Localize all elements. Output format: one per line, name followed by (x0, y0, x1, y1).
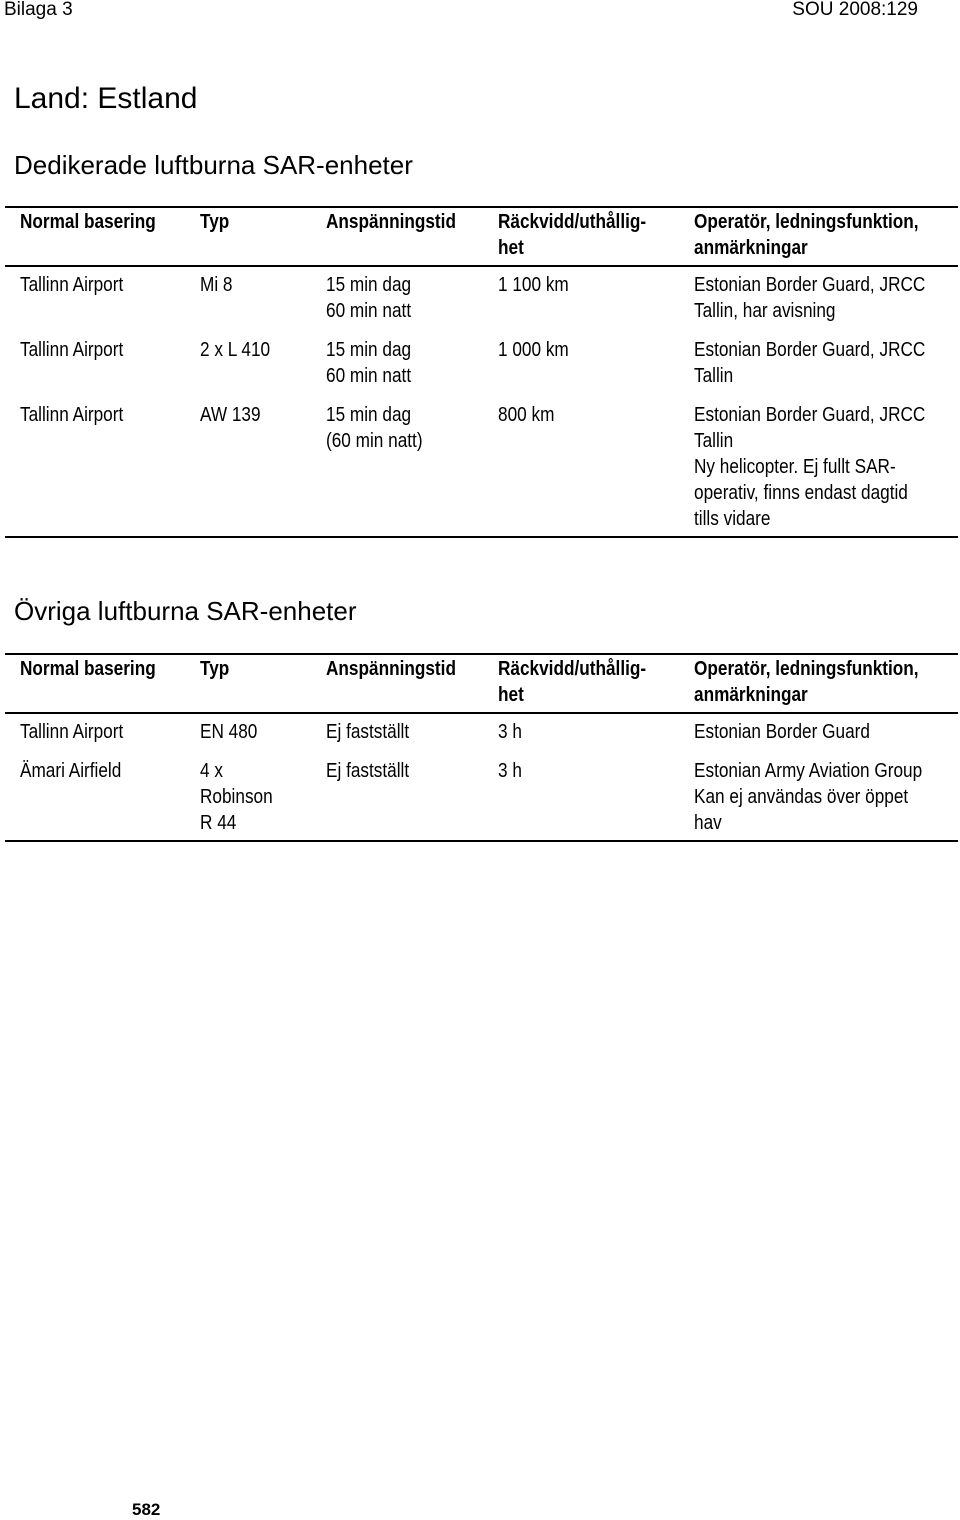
col-header-typ: Typ (200, 211, 230, 233)
col-header-anspanningstid: Anspänningstid (326, 211, 456, 233)
cell-typ: Mi 8 (200, 274, 233, 296)
cell-operator: Estonian Border Guard (694, 721, 870, 743)
cell-operator: Estonian Border Guard, JRCC Tallin (694, 339, 926, 387)
table-row (5, 713, 958, 753)
col-header-basering: Normal basering (20, 211, 156, 233)
cell-basering: Tallinn Airport (20, 274, 124, 296)
cell-typ: EN 480 (200, 721, 258, 743)
cell-rackvidd: 3 h (498, 760, 522, 782)
col-header-rackvidd: Räckvidd/uthållig- het (498, 211, 647, 259)
cell-anspanningstid: Ej fastställt (326, 760, 410, 782)
cell-rackvidd: 1 100 km (498, 274, 569, 296)
cell-anspanningstid: Ej fastställt (326, 721, 410, 743)
table-row (5, 266, 958, 332)
cell-rackvidd: 1 000 km (498, 339, 569, 361)
col-header-operator: Operatör, ledningsfunktion, anmärkningar (694, 658, 919, 706)
section-heading-dedicated: Dedikerade luftburna SAR-enheter (14, 150, 413, 180)
other-sar-table (5, 653, 958, 842)
col-header-operator: Operatör, ledningsfunktion, anmärkningar (694, 211, 919, 259)
running-header-left: Bilaga 3 (4, 0, 73, 20)
cell-basering: Ämari Airfield (20, 760, 122, 782)
cell-rackvidd: 3 h (498, 721, 522, 743)
col-header-anspanningstid: Anspänningstid (326, 658, 456, 680)
cell-basering: Tallinn Airport (20, 404, 124, 426)
table-header-row (5, 207, 958, 266)
cell-typ: AW 139 (200, 404, 261, 426)
cell-rackvidd: 800 km (498, 404, 555, 426)
section-heading-other: Övriga luftburna SAR-enheter (14, 596, 357, 626)
running-header-right: SOU 2008:129 (792, 0, 918, 20)
table-header-row (5, 654, 958, 713)
cell-typ: 4 x Robinson R 44 (200, 760, 273, 834)
cell-operator: Estonian Border Guard, JRCC Tallin Ny helicopter. Ej fullt SAR- operativ, finns endast dagtid tills vidare (694, 404, 926, 530)
cell-operator: Estonian Army Aviation Group Kan ej användas över öppet hav (694, 760, 923, 834)
page-number: 582 (132, 1500, 161, 1519)
cell-anspanningstid: 15 min dag (60 min natt) (326, 404, 423, 452)
cell-operator: Estonian Border Guard, JRCC Tallin, har avisning (694, 274, 926, 322)
cell-basering: Tallinn Airport (20, 339, 124, 361)
col-header-basering: Normal basering (20, 658, 156, 680)
table-row (5, 397, 958, 537)
cell-basering: Tallinn Airport (20, 721, 124, 743)
cell-anspanningstid: 15 min dag 60 min natt (326, 274, 412, 322)
table-row (5, 332, 958, 397)
cell-typ: 2 x L 410 (200, 339, 271, 361)
table-row (5, 753, 958, 841)
col-header-rackvidd: Räckvidd/uthållig- het (498, 658, 647, 706)
cell-anspanningstid: 15 min dag 60 min natt (326, 339, 412, 387)
dedicated-sar-table (5, 206, 958, 538)
col-header-typ: Typ (200, 658, 230, 680)
page-title: Land: Estland (14, 82, 198, 115)
